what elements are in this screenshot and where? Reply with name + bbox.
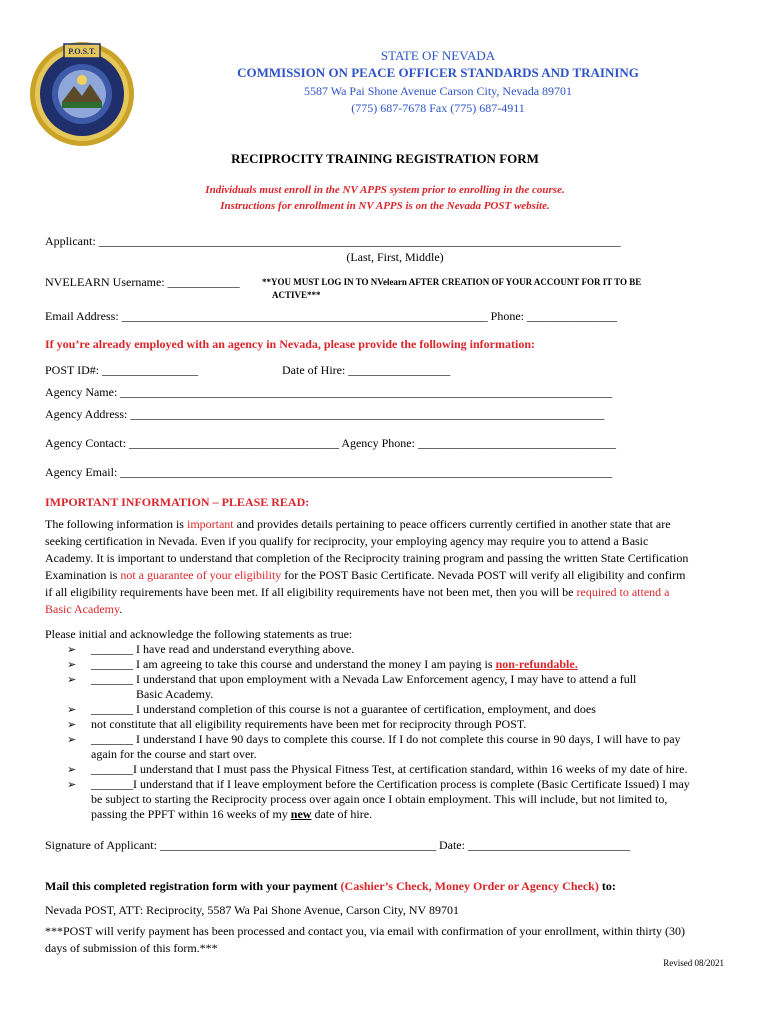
non-refundable-text: non-refundable. [495,657,578,671]
p1-text-c: and provides details pertaining to peace officers currently certified in another state that are [233,517,671,531]
notice-line-1: Individuals must enroll in the NV APPS system prior to enrolling in the course. [205,184,565,196]
email-phone-field[interactable]: Email Address: _____________________________________________________________ Phone: _______________ [45,309,617,323]
agency-prompt: If you’re already employed with an agency in Nevada, please provide the following information: [45,337,535,351]
ack-statement-2[interactable] [91,657,731,672]
ack-statement-6[interactable]: _______I understand that I must pass the Physical Fitness Test, at certification standard, within 16 weeks of my date of hire. [91,762,688,776]
ack-7c-text-c: date of hire. [311,807,373,821]
bullet-arrow-icon: ➢ [67,719,77,731]
date-of-hire-field[interactable]: Date of Hire: _________________ [282,363,451,377]
p5-required-attend: required to attend a [576,585,670,599]
nvelearn-note-line-2: ACTIVE*** [272,290,321,300]
header-address: 5587 Wa Pai Shone Avenue Carson City, Nevada 89701 [303,84,573,98]
p1-text-a: The following information is [45,517,187,531]
header-commission: COMMISSION ON PEACE OFFICER STANDARDS AND TRAINING [237,65,639,80]
mail-text-c: to: [598,879,616,893]
applicant-field[interactable]: Applicant: _______________________________________________________________________________________ [45,234,621,248]
signature-date-field[interactable]: Signature of Applicant: ______________________________________________ Date: ___________________________ [45,838,630,852]
ack-statement-3-cont: Basic Academy. [136,687,214,701]
bullet-arrow-icon: ➢ [67,779,77,791]
ack-statement-1[interactable]: _______ I have read and understand everything above. [91,642,355,656]
agency-name-field[interactable]: Agency Name: __________________________________________________________________________________ [45,385,613,399]
post-id-field[interactable]: POST ID#: ________________ [45,363,199,377]
ack-7c-text-a: passing the PPFT within 16 weeks of my [91,807,291,821]
p5-text-a: if all eligibility requirements have been met. If all eligibility requirements have not been met, then you will be [45,585,577,599]
ack-statement-7[interactable]: _______I understand that if I leave employment before the Certification process is complete (Basic Certificate Issued) I may [91,777,690,791]
verify-note-line-2: days of submission of this form.*** [45,941,218,955]
p4-not-guarantee: not a guarantee of your eligibility [120,568,282,582]
bullet-arrow-icon: ➢ [67,644,77,656]
bullet-arrow-icon: ➢ [67,734,77,746]
header-state: STATE OF NEVADA [380,48,496,63]
important-paragraph [45,516,735,618]
ack-statement-5[interactable]: _______ I understand I have 90 days to complete this course. If I do not complete this course in 90 days, I will have to pay [91,732,681,746]
p2-text: seeking certification in Nevada. Even if you qualify for reciprocity, your employing agency may require you to attend a Basic [45,534,649,548]
p6-period: . [119,602,123,616]
verify-note-line-1: ***POST will verify payment has been processed and contact you, via email with confirmation of your enrollment, within thirty (30) [45,924,685,938]
important-heading: IMPORTANT INFORMATION – PLEASE READ: [45,495,310,509]
notice-line-2: Instructions for enrollment in NV APPS is on the Nevada POST website. [220,200,550,212]
ack-2-text: _______ I am agreeing to take this course and understand the money I am paying is [91,657,496,671]
applicant-hint: (Last, First, Middle) [346,250,444,264]
mail-address: Nevada POST, ATT: Reciprocity, 5587 Wa Pai Shone Avenue, Carson City, NV 89701 [45,903,459,917]
p1-important-word: important [186,517,234,531]
ack-statement-4[interactable]: _______ I understand completion of this course is not a guarantee of certification, employment, and does [91,702,596,716]
p4-text-c: for the POST Basic Certificate. Nevada POST will verify all eligibility and confirm [281,568,686,582]
revised-date: Revised 08/2021 [663,958,724,968]
agency-contact-phone-field[interactable]: Agency Contact: ___________________________________ Agency Phone: _________________________________ [45,436,616,450]
ack-statement-3[interactable]: _______ I understand that upon employment with a Nevada Law Enforcement agency, I may have to attend a full [91,672,637,686]
header-phone: (775) 687-7678 Fax (775) 687-4911 [351,101,525,115]
seal-post-text: P.O.S.T. [68,47,96,56]
p3-text: Academy. It is important to understand that completion of the Reciprocity training program and passing the written State Certification [45,551,689,565]
bullet-arrow-icon: ➢ [67,764,77,776]
mail-payment-types: (Cashier’s Check, Money Order or Agency Check) [340,879,599,893]
form-title: RECIPROCITY TRAINING REGISTRATION FORM [231,151,539,166]
agency-address-field[interactable]: Agency Address: _______________________________________________________________________________ [45,407,605,421]
acknowledge-intro: Please initial and acknowledge the following statements as true: [45,627,353,641]
ack-7c-new-word: new [290,807,312,821]
ack-statement-7-cont-2 [91,807,731,822]
bullet-arrow-icon: ➢ [67,704,77,716]
ack-statement-7-cont-1: be subject to starting the Reciprocity process over again once I obtain employment. This will include, but not limited to, [91,792,668,806]
bullet-arrow-icon: ➢ [67,674,77,686]
mail-instructions [45,879,616,894]
p4-text-a: Examination is [45,568,121,582]
mail-text-a: Mail this completed registration form with your payment [45,879,341,893]
nevada-post-seal-logo [28,40,136,148]
ack-statement-4-cont: not constitute that all eligibility requirements have been met for reciprocity through POST. [91,717,527,731]
nvelearn-username-field[interactable]: NVELEARN Username: ____________ [45,275,240,289]
agency-email-field[interactable]: Agency Email: __________________________________________________________________________________ [45,465,613,479]
p6-basic-academy: Basic Academy [45,602,120,616]
bullet-arrow-icon: ➢ [67,659,77,671]
ack-statement-5-cont: again for the course and start over. [91,747,257,761]
nvelearn-note-line-1: **YOU MUST LOG IN TO NVelearn AFTER CREATION OF YOUR ACCOUNT FOR IT TO BE [262,277,642,287]
